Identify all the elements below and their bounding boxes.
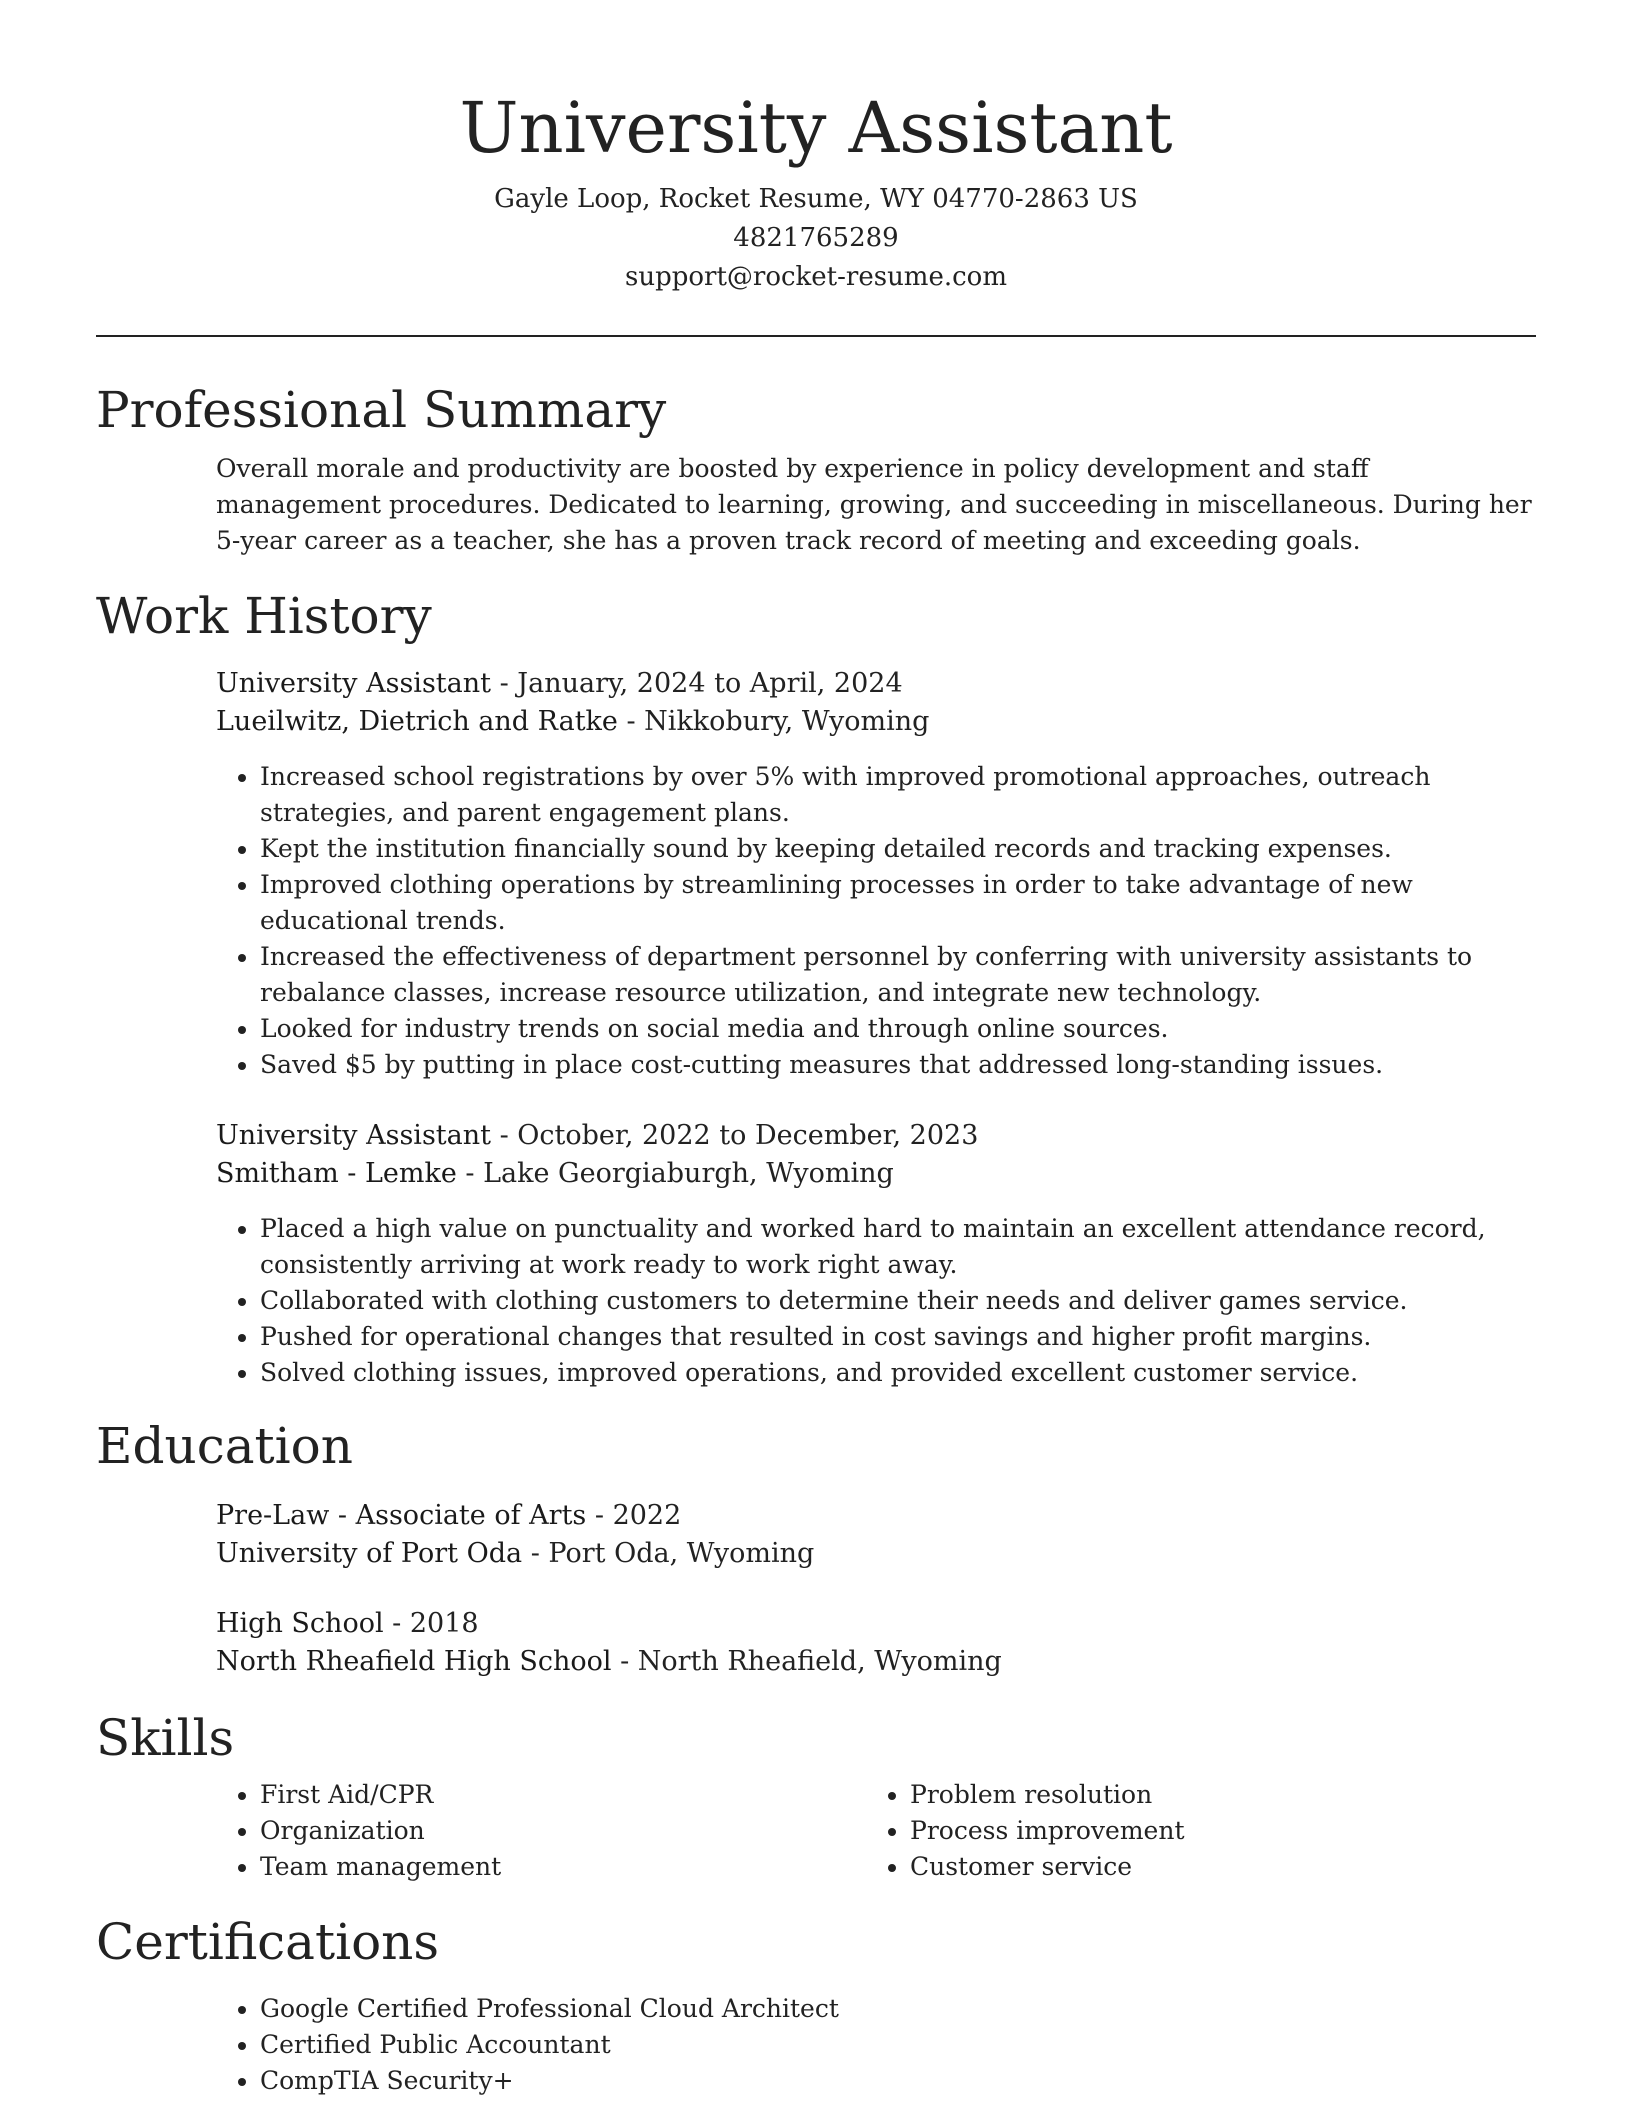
resume-page (96, 0, 1536, 2099)
header-divider (96, 335, 1536, 337)
job-dates: - October, 2022 to December, 2023 (490, 1120, 979, 1151)
job-bullets (216, 759, 1536, 1083)
school-location: - Port Oda, Wyoming (522, 1538, 815, 1569)
job-company-line (216, 1155, 1536, 1193)
job-bullets (216, 1211, 1536, 1391)
job-location: - Nikkobury, Wyoming (617, 706, 930, 737)
job-company: Lueilwitz, Dietrich and Ratke (216, 706, 618, 737)
contact-phone: 4821765289 (733, 223, 899, 253)
contact-email[interactable]: support@rocket-resume.com (624, 262, 1007, 292)
list-item: • Team management (260, 1849, 866, 1885)
job-entry (216, 1117, 1536, 1391)
list-item: • Problem resolution (910, 1777, 1516, 1813)
summary-text: Overall morale and productivity are boosted by experience in policy development and staff management procedures. Dedicated to learning, growing, and succeeding in miscellaneous. During her 5-year career as a teacher, she has a proven track record of meeting and exceeding goals. (216, 454, 1532, 555)
graduation-year: - 2018 (383, 1608, 479, 1639)
education (216, 1497, 1536, 1681)
resume-header (96, 0, 1536, 297)
job-title: University Assistant (216, 668, 491, 699)
job-company-line (216, 703, 1536, 741)
job-company: Smitham - Lemke (216, 1158, 457, 1189)
list-item: • CompTIA Security+ (260, 2063, 1536, 2099)
list-item: • Increased school registrations by over 5% with improved promotional approaches, outreach strategies, and parent engagement plans. (260, 759, 1536, 831)
school-location: - North Rheafield, Wyoming (611, 1646, 1002, 1677)
list-item: • Pushed for operational changes that resulted in cost savings and higher profit margins. (260, 1319, 1536, 1355)
list-item: • Increased the effectiveness of department personnel by conferring with university assistants to rebalance classes, increase resource utilization, and integrate new technology. (260, 939, 1536, 1011)
contact-address: Gayle Loop, Rocket Resume, WY 04770-2863 US (494, 184, 1138, 214)
job-entry (216, 665, 1536, 1083)
list-item: • Collaborated with clothing customers to determine their needs and deliver games service. (260, 1283, 1536, 1319)
graduation-year: - 2022 (586, 1500, 682, 1531)
list-item: • First Aid/CPR (260, 1777, 866, 1813)
certifications-items (216, 1991, 1536, 2099)
list-item: • Organization (260, 1813, 866, 1849)
certifications-list (216, 1991, 1536, 2099)
degree: High School (216, 1608, 384, 1639)
skills-left-list (216, 1777, 866, 1885)
job-location: - Lake Georgiaburgh, Wyoming (456, 1158, 894, 1189)
degree-line (216, 1497, 1536, 1535)
resume-title: University Assistant (459, 87, 1173, 169)
school-name: North Rheafield High School (216, 1646, 612, 1677)
skills-right-list (866, 1777, 1516, 1885)
job-dates: - January, 2024 to April, 2024 (490, 668, 903, 699)
list-item: • Saved $5 by putting in place cost-cutting measures that addressed long-standing issues. (260, 1047, 1536, 1083)
school-line (216, 1535, 1536, 1573)
list-item: • Certified Public Accountant (260, 2027, 1536, 2063)
section-heading-certifications: Certifications (96, 1913, 440, 1971)
job-title-line (216, 1117, 1536, 1155)
education-entry (216, 1497, 1536, 1573)
school-line (216, 1643, 1536, 1681)
list-item: • Looked for industry trends on social media and through online sources. (260, 1011, 1536, 1047)
section-heading-summary: Professional Summary (96, 381, 667, 439)
section-heading-skills: Skills (96, 1709, 235, 1767)
work-history (216, 665, 1536, 1391)
degree-line (216, 1605, 1536, 1643)
skills-list (216, 1777, 1536, 1885)
education-entry (216, 1605, 1536, 1681)
list-item: • Google Certified Professional Cloud Architect (260, 1991, 1536, 2027)
list-item: • Customer service (910, 1849, 1516, 1885)
skills-column-right (866, 1777, 1516, 1885)
list-item: • Process improvement (910, 1813, 1516, 1849)
list-item: • Solved clothing issues, improved operations, and provided excellent customer service. (260, 1355, 1536, 1391)
contact-info (96, 180, 1536, 297)
job-title-line (216, 665, 1536, 703)
skills-column-left (216, 1777, 866, 1885)
section-heading-work-history: Work History (96, 587, 432, 645)
list-item: • Placed a high value on punctuality and worked hard to maintain an excellent attendance record, consistently arriving at work ready to work right away. (260, 1211, 1536, 1283)
list-item: • Kept the institution financially sound by keeping detailed records and tracking expenses. (260, 831, 1536, 867)
list-item: • Improved clothing operations by streamlining processes in order to take advantage of new educational trends. (260, 867, 1536, 939)
school-name: University of Port Oda (216, 1538, 523, 1569)
section-heading-education: Education (96, 1417, 353, 1475)
job-title: University Assistant (216, 1120, 491, 1151)
degree: Pre-Law - Associate of Arts (216, 1500, 587, 1531)
